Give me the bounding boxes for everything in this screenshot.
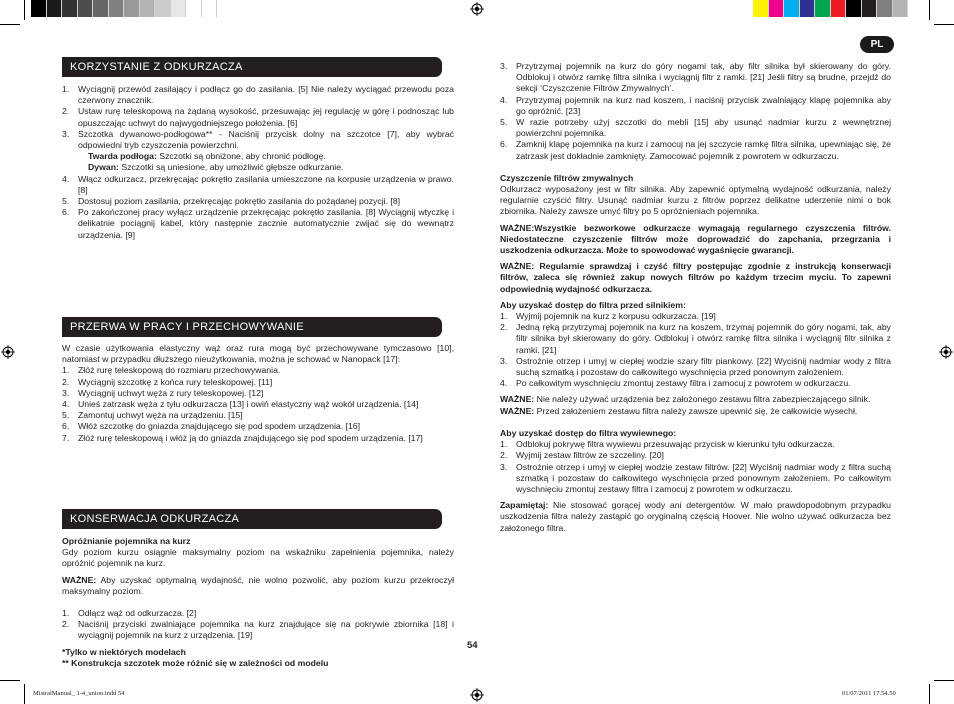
footnote-brushes: ** Konstrukcja szczotek może różnić się w zależności od modelu [62,657,329,668]
remember-note: Zapamiętaj: Nie stosować gorącej wody ani detergentów. W mało prawdopodobnym przypadku uszkodzenia filtra należy zastąpić go oryginalną częścią Hoover. Nie wolno używać odkurzacza bez założonego filtra. [500,500,891,533]
list-item: 2. Naciśnij przyciski zwalniające pojemnika na kurz znajdujące się na pokrywie zbiornika [18] i wyciągnij pojemnik na kurz z urządzenia. [19] [62,619,454,641]
list-item: 2. Wyjmij zestaw filtrów ze szczeliny. [20] [500,450,664,461]
maintenance-warning: WAŻNE: Aby uzyskać optymalną wydajność, nie wolno pozwolić, aby poziom kurzu przekroczył maksymalny poziom. [62,574,454,596]
storage-list [62,365,454,443]
page-number: 54 [467,640,478,651]
filters-subtitle: Czyszczenie filtrów zmywalnych [500,172,634,183]
crop-mark [0,680,20,681]
color-swatch [186,0,202,17]
maintenance-intro: Gdy poziom kurzu osiągnie maksymalny poziom na wskaźniku zapełnienia pojemnika, należy opróżnić pojemnik na kurz. [62,547,454,569]
color-swatch [769,0,785,17]
list-item: 1. Złóż rurę teleskopową do rozmiaru przechowywania. [62,365,281,376]
color-swatch [893,0,909,17]
color-swatch [31,0,47,17]
maintenance-list [62,608,454,642]
process-color-bar [753,0,908,17]
footnote-models: *Tylko w niektórych modelach [62,646,186,657]
usage-list-continued [62,174,454,241]
list-item: 2. Jedną ręką przytrzymaj pojemnik na kurz na koszem, trzymaj pojemnik do góry nogami, tak, aby filtr silnika był skierowany do góry. Odblokuj i otwórz ramkę filtra silnika i wyciągnij filtr silnika z ramki. [21] [500,322,891,355]
color-swatch [846,0,862,17]
storage-intro: W czasie użytkowania elastyczny wąż oraz rura mogą być przechowywane tymczasowo [10], natomiast w przypadku dłuższego nieużytkowania, można je schować w Nanopack [17]: [62,343,454,365]
color-swatch [62,0,78,17]
color-swatch [47,0,63,17]
color-swatch [831,0,847,17]
grayscale-color-bar [31,0,217,17]
list-item: 4. Unieś zatrzask węża z tyłu odkurzacza [13] i owiń elastyczny wąż wokół urządzenia. [14] [62,399,419,410]
emptying-steps-list [500,61,891,162]
carpet-note: Dywan: Szczotki są uniesione, aby umożliwić głębsze odkurzanie. [88,162,344,173]
color-swatch [862,0,878,17]
right-column [500,61,891,534]
list-item: 3. Przytrzymaj pojemnik na kurz do góry nogami tak, aby filtr silnika był skierowany do góry. Odblokuj i otwórz ramkę filtra silnika i wyciągnij filtr z ramki. [21] Jeśli filtry są brudne, przejdź do sekcji ‘Czyszczenie Filtrów Zmywalnych’. [500,61,891,94]
list-item: 5. Zamontuj uchwyt węża na urządzeniu. [15] [62,410,243,421]
list-item: 1. Wyjmij pojemnik na kurz z korpusu odkurzacza. [19] [500,311,716,322]
registration-mark-bottom [470,688,484,702]
registration-mark-right [939,345,953,359]
language-badge: PL [860,36,894,53]
color-swatch [140,0,156,17]
warning-motor-filter: WAŻNE: Nie należy używać urządzenia bez założonego zestawu filtra zabezpieczającego silnik. [500,394,871,405]
warning-dry-filter: WAŻNE: Przed założeniem zestawu filtra należy zawsze upewnić się, że całkowicie wysechł. [500,405,858,416]
registration-mark-top [470,2,484,16]
maintenance-subtitle: Opróżnianie pojemnika na kurz [62,536,191,546]
crop-mark [929,684,930,704]
list-item: 3. Ostrożnie otrzep i umyj w ciepłej wodzie zestaw filtrów. [22] Wyciśnij nadmiar wody z filtra suchą szmatką i pozostaw do całkowitego wyschnięcia przed ponownym założeniem. Po całkowitym wyschnięciu zmontuj zestawy filtra i zamocuj z powrotem w odkurzaczu. [500,461,891,494]
color-swatch [171,0,187,17]
color-swatch [800,0,816,17]
list-item: 1. Odłącz wąż od odkurzacza. [2] [62,608,197,619]
section-header-maintenance: KONSERWACJA ODKURZACZA [62,509,442,529]
motor-filter-list [500,311,891,389]
usage-list [62,84,454,151]
crop-mark [0,24,20,25]
color-swatch [753,0,769,17]
list-item: 2. Ustaw rurę teleskopową na żądaną wysokość, przesuwając jej regulację w górę i podnosząc lub opuszczając uchwyt do najwygodniejszego położenia. [6] [62,106,454,128]
crop-mark [929,0,930,20]
footer-timestamp: 01/07/2011 17.54.50 [842,690,896,697]
hard-floor-note: Twarda podłoga: Szczotki są obniżone, aby chronić podłogę. [88,151,326,162]
list-item: 7. Złóż rurę teleskopową i włóż ją do gniazda znajdującego się pod spodem urządzenia. [17] [62,432,423,443]
filters-warning-2: WAŻNE: Regularnie sprawdzaj i czyść filtry postępując zgodnie z instrukcją konserwacji filtrów, zaleca się również zakup nowych filtrów po każdym trzecim myciu. To zapewni odpowiednią wydajność odkurzacza. [500,261,891,294]
list-item: 6. Po zakończonej pracy wyłącz urządzenie przekręcając pokrętło zasilania. [8] Wyciągnij wtyczkę i delikatnie pociągnij kabel, który następnie zacznie automatycznie zwijać się do wewnątrz urządzenia. [9] [62,207,454,240]
list-item: 3. Szczotka dywanowo-podłogowa** - Naciśnij przycisk dolny na szczotce [7], aby wybrać odpowiedni tryb czyszczenia powierzchni. [62,128,454,151]
motor-filter-subtitle: Aby uzyskać dostęp do filtra przed silnikiem: [500,299,686,310]
footer-file-info: MistralManual_ 1-4_union.indd 54 [33,690,125,697]
list-item: 4. Przytrzymaj pojemnik na kurz nad koszem, i naciśnij przycisk zwalniający klapę pojemnika aby go opróżnić. [23] [500,94,891,116]
exhaust-filter-list [500,439,891,495]
registration-mark-left [1,345,15,359]
crop-mark [24,0,25,20]
list-item: 6. Zamknij klapę pojemnika na kurz i zamocuj na jej szczycie ramkę filtra silnika, upewniając się, że zatrzask jest dokładnie zamknięty. Zamocować pojemnik z powrotem w odkurzaczu. [500,139,891,161]
list-item: 4. Włącz odkurzacz, przekręcając pokrętło zasilania umieszczone na korpusie urządzenia w prawo. [8] [62,173,454,195]
list-item: 3. Wyciągnij uchwyt węża z rury teleskopowej. [12] [62,387,264,398]
section-storage-body [62,343,454,444]
color-swatch [784,0,800,17]
color-swatch [78,0,94,17]
list-item: 3. Ostrożnie otrzep i umyj w ciepłej wodzie szary filtr piankowy. [22] Wyciśnij nadmiar wody z filtra suchą szmatką i pozostaw do całkowitego wyschnięcia przed ponownym założeniem. [500,355,891,378]
section-maintenance-body [62,536,454,669]
color-swatch [124,0,140,17]
color-swatch [109,0,125,17]
color-swatch [93,0,109,17]
filters-warning-1: WAŻNE:Wszystkie bezworkowe odkurzacze wymagają regularnego czyszczenia filtrów. Niedostateczne czyszczenie filtrów może doprowadzić do zapchania, przegrzania i uszkodzenia odkurzacza. Może to spowodować wygaśnięcie gwarancji. [500,222,891,256]
color-swatch [877,0,893,17]
list-item: 1. Wyciągnij przewód zasilający i podłącz go do zasilania. [5] Nie należy wyciągać przewodu poza czerwony znacznik. [62,84,454,106]
list-item: 1. Odblokuj pokrywę filtra wywiewu przesuwając przycisk w kierunku tyłu odkurzacza. [500,439,835,450]
list-item: 2. Wyciągnij szczotkę z końca rury teleskopowej. [11] [62,376,273,387]
exhaust-filter-subtitle: Aby uzyskać dostęp do filtra wywiewnego: [500,427,677,438]
crop-mark [934,24,954,25]
list-item: 6. Włóż szczotkę do gniazda znajdującego się pod spodem urządzenia. [16] [62,421,361,432]
color-swatch [155,0,171,17]
crop-mark [24,684,25,704]
list-item: 5. W razie potrzeby użyj szczotki do mebli [15] aby usunąć nadmiar kurzu z wewnętrznej powierzchni pojemnika. [500,117,891,139]
section-header-storage: PRZERWA W PRACY I PRZECHOWYWANIE [62,317,442,337]
color-swatch [815,0,831,17]
list-item: 4. Po całkowitym wyschnięciu zmontuj zestawy filtra i zamocuj z powrotem w odkurzaczu. [500,378,851,389]
filters-intro: Odkurzacz wyposażony jest w filtr silnika. Aby zapewnić optymalną wydajność odkurzania, należy regularnie czyścić filtry. Usunąć nadmiar kurzu z filtrów poprzez delikatne uderzenie nimi o bok zbiornika. Należy zawsze umyć filtry po 5 opróżnieniach pojemnika. [500,184,891,217]
list-item: 5. Dostosuj poziom zasilania, przekręcając pokrętło zasilania do pożądanej pozycji. [8] [62,196,401,207]
color-swatch [202,0,218,17]
section-header-usage: KORZYSTANIE Z ODKURZACZA [62,57,442,77]
section-usage-body [62,84,454,241]
crop-mark [934,680,954,681]
